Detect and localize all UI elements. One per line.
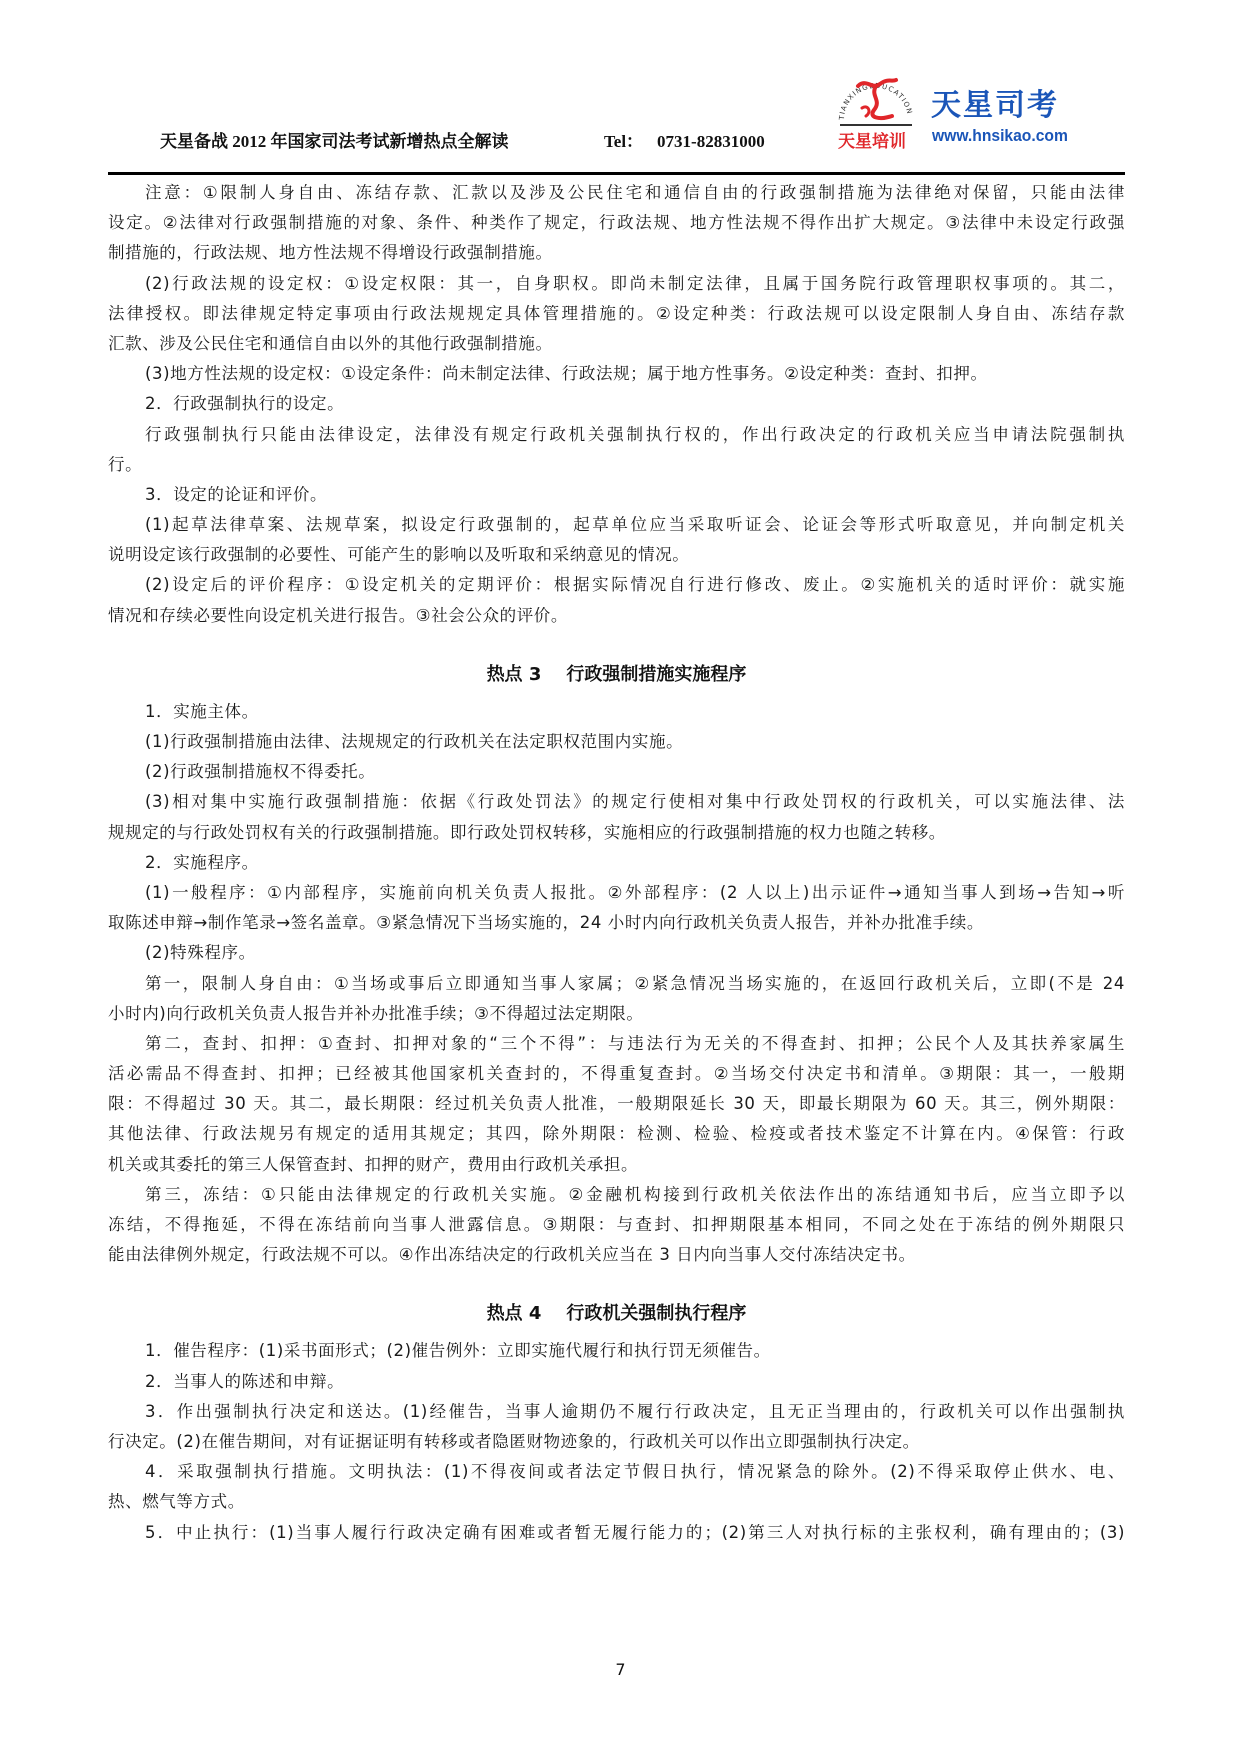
paragraph <box>108 757 1125 787</box>
text-line: 制措施的，行政法规、地方性法规不得增设行政强制措施。 <box>108 243 553 263</box>
logo-brand-small: 天星培训 <box>838 132 906 152</box>
text-line: 机关或其委托的第三人保管查封、扣押的财产，费用由行政机关承担。 <box>108 1154 639 1174</box>
header-title: 天星备战 2012 年国家司法考试新增热点全解读 <box>160 132 509 151</box>
text-line: 其他法律、行政法规另有规定的适用其规定；其四，除外期限：检测、检验、检疫或者技术鉴定不计算在内。④保管：行政 <box>108 1124 1125 1144</box>
paragraph <box>108 1457 1125 1517</box>
text-line: 3．设定的论证和评价。 <box>145 484 328 504</box>
text-line: 注意：①限制人身自由、冻结存款、汇款以及涉及公民住宅和通信自由的行政强制措施为法律绝对保留，只能由法律 <box>145 183 1125 202</box>
logo-emblem-icon <box>836 68 916 128</box>
text-line: (1)行政强制措施由法律、法规规定的行政机关在法定职权范围内实施。 <box>145 732 684 751</box>
paragraph <box>108 1180 1125 1271</box>
text-line: (1)起草法律草案、法规草案，拟设定行政强制的，起草单位应当采取听证会、论证会等形式听取意见，并向制定机关 <box>145 515 1125 535</box>
paragraph <box>108 480 1125 510</box>
logo-brand-large: 天星司考 <box>931 88 1059 123</box>
header-divider <box>108 172 1125 175</box>
text-line: 冻结，不得拖延，不得在冻结前向当事人泄露信息。③期限：与查封、扣押期限基本相同，不同之处在于冻结的例外期限只 <box>108 1215 1125 1234</box>
paragraph <box>108 787 1125 847</box>
paragraph <box>108 1397 1125 1457</box>
paragraph <box>108 269 1125 360</box>
text-line: 4．采取强制执行措施。文明执法：(1)不得夜间或者法定节假日执行，情况紧急的除外。(2)不得采取停止供水、电、 <box>145 1462 1125 1482</box>
text-line: 设定。②法律对行政强制措施的对象、条件、种类作了规定，行政法规、地方性法规不得作出扩大规定。③法律中未设定行政强 <box>108 213 1125 233</box>
paragraph <box>108 570 1125 630</box>
text-line: 法律授权。即法律规定特定事项由行政法规规定具体管理措施的。②设定种类：行政法规可以设定限制人身自由、冻结存款 <box>108 303 1125 323</box>
paragraph <box>108 510 1125 570</box>
text-line: (1)一般程序：①内部程序，实施前向机关负责人报批。②外部程序：(2 人以上)出示证件→通知当事人到场→告知→听 <box>145 882 1125 902</box>
text-line: 活必需品不得查封、扣押；已经被其他国家机关查封的，不得重复查封。②当场交付决定书和清单。③期限：其一，一般期 <box>108 1064 1125 1084</box>
logo-ring-text: TIANXINGEDUCATION <box>837 81 914 121</box>
text-line: 1．实施主体。 <box>145 701 259 721</box>
text-line: 2．当事人的陈述和申辩。 <box>145 1371 345 1391</box>
text-line: 行政强制执行只能由法律设定，法律没有规定行政机关强制执行权的，作出行政决定的行政机关应当申请法院强制执 <box>145 424 1125 444</box>
text-line: 规规定的与行政处罚权有关的行政强制措施。即行政处罚权转移，实施相应的行政强制措施的权力也随之转移。 <box>108 822 946 842</box>
section-heading: 热点 3 行政强制措施实施程序 <box>486 663 747 685</box>
section-heading: 热点 4 行政机关强制执行程序 <box>486 1303 747 1325</box>
text-line: 3．作出强制执行决定和送达。(1)经催告，当事人逾期仍不履行行政决定，且无正当理由的，行政机关可以作出强制执 <box>145 1401 1125 1421</box>
tel-label: Tel： <box>604 132 644 151</box>
paragraph <box>108 848 1125 878</box>
paragraph <box>108 878 1125 938</box>
text-line: (2)行政强制措施权不得委托。 <box>145 762 376 782</box>
text-line: (3)相对集中实施行政强制措施：依据《行政处罚法》的规定行使相对集中行政处罚权的行政机关，可以实施法律、法 <box>145 792 1125 812</box>
text-line: 热、燃气等方式。 <box>108 1492 245 1512</box>
text-line: (2)设定后的评价程序：①设定机关的定期评价：根据实际情况自行进行修改、废止。②实施机关的适时评价：就实施 <box>145 575 1125 595</box>
text-line: 说明设定该行政强制的必要性、可能产生的影响以及听取和采纳意见的情况。 <box>108 545 690 565</box>
text-line: 第一，限制人身自由：①当场或事后立即通知当事人家属；②紧急情况当场实施的，在返回行政机关后，立即(不是 24 <box>145 973 1125 993</box>
section-gap <box>108 1270 1125 1292</box>
text-line: 行决定。(2)在催告期间，对有证据证明有转移或者隐匿财物迹象的，行政机关可以作出立即强制执行决定。 <box>108 1431 920 1451</box>
paragraph <box>108 359 1125 389</box>
text-line: 1．催告程序：(1)采书面形式；(2)催告例外：立即实施代履行和执行罚无须催告。 <box>145 1341 771 1361</box>
paragraph <box>108 1367 1125 1397</box>
text-line: 2．行政强制执行的设定。 <box>145 394 345 414</box>
text-line: (2)行政法规的设定权：①设定权限：其一，自身职权。即尚未制定法律，且属于国务院行政管理职权事项的。其二， <box>145 273 1125 293</box>
paragraph <box>108 969 1125 1029</box>
paragraph <box>108 420 1125 480</box>
text-line: (2)特殊程序。 <box>145 943 256 963</box>
text-line: 小时内)向行政机关负责人报告并补办批准手续；③不得超过法定期限。 <box>108 1003 644 1023</box>
text-line: 行。 <box>108 454 143 474</box>
page-header <box>0 0 1241 180</box>
section-gap <box>108 631 1125 653</box>
text-line: 2．实施程序。 <box>145 852 259 872</box>
text-line: 汇款、涉及公民住宅和通信自由以外的其他行政强制措施。 <box>108 333 553 353</box>
brand-logo <box>836 68 1068 152</box>
paragraph <box>108 389 1125 419</box>
paragraph <box>108 1029 1125 1180</box>
document-body <box>108 178 1125 1548</box>
tel-number: 0731-82831000 <box>657 132 765 151</box>
paragraph <box>108 697 1125 727</box>
paragraph <box>108 1518 1125 1548</box>
text-line: (3)地方性法规的设定权：①设定条件：尚未制定法律、行政法规；属于地方性事务。②设定种类：查封、扣押。 <box>145 364 988 384</box>
text-line: 能由法律例外规定，行政法规不可以。④作出冻结决定的行政机关应当在 3 日内向当事人交付冻结决定书。 <box>108 1245 916 1265</box>
page-number: 7 <box>615 1660 626 1679</box>
logo-url: www.hnsikao.com <box>932 126 1068 145</box>
paragraph <box>108 727 1125 757</box>
header-telephone <box>604 127 765 152</box>
text-line: 限：不得超过 30 天。其二，最长期限：经过机关负责人批准，一般期限延长 30 天，即最长期限为 60 天。其三，例外期限： <box>108 1094 1125 1114</box>
paragraph <box>108 938 1125 968</box>
text-line: 第二，查封、扣押：①查封、扣押对象的“三个不得”：与违法行为无关的不得查封、扣押；公民个人及其扶养家属生 <box>145 1033 1125 1053</box>
text-line: 取陈述申辩→制作笔录→签名盖章。③紧急情况下当场实施的，24 小时内向行政机关负责人报告，并补办批准手续。 <box>108 913 984 933</box>
text-line: 第三，冻结：①只能由法律规定的行政机关实施。②金融机构接到行政机关依法作出的冻结通知书后，应当立即予以 <box>145 1184 1125 1204</box>
text-line: 情况和存续必要性向设定机关进行报告。③社会公众的评价。 <box>108 605 568 625</box>
paragraph <box>108 1336 1125 1366</box>
paragraph <box>108 178 1125 269</box>
text-line: 5．中止执行：(1)当事人履行行政决定确有困难或者暂无履行能力的；(2)第三人对执行标的主张权利，确有理由的；(3) <box>145 1522 1125 1542</box>
